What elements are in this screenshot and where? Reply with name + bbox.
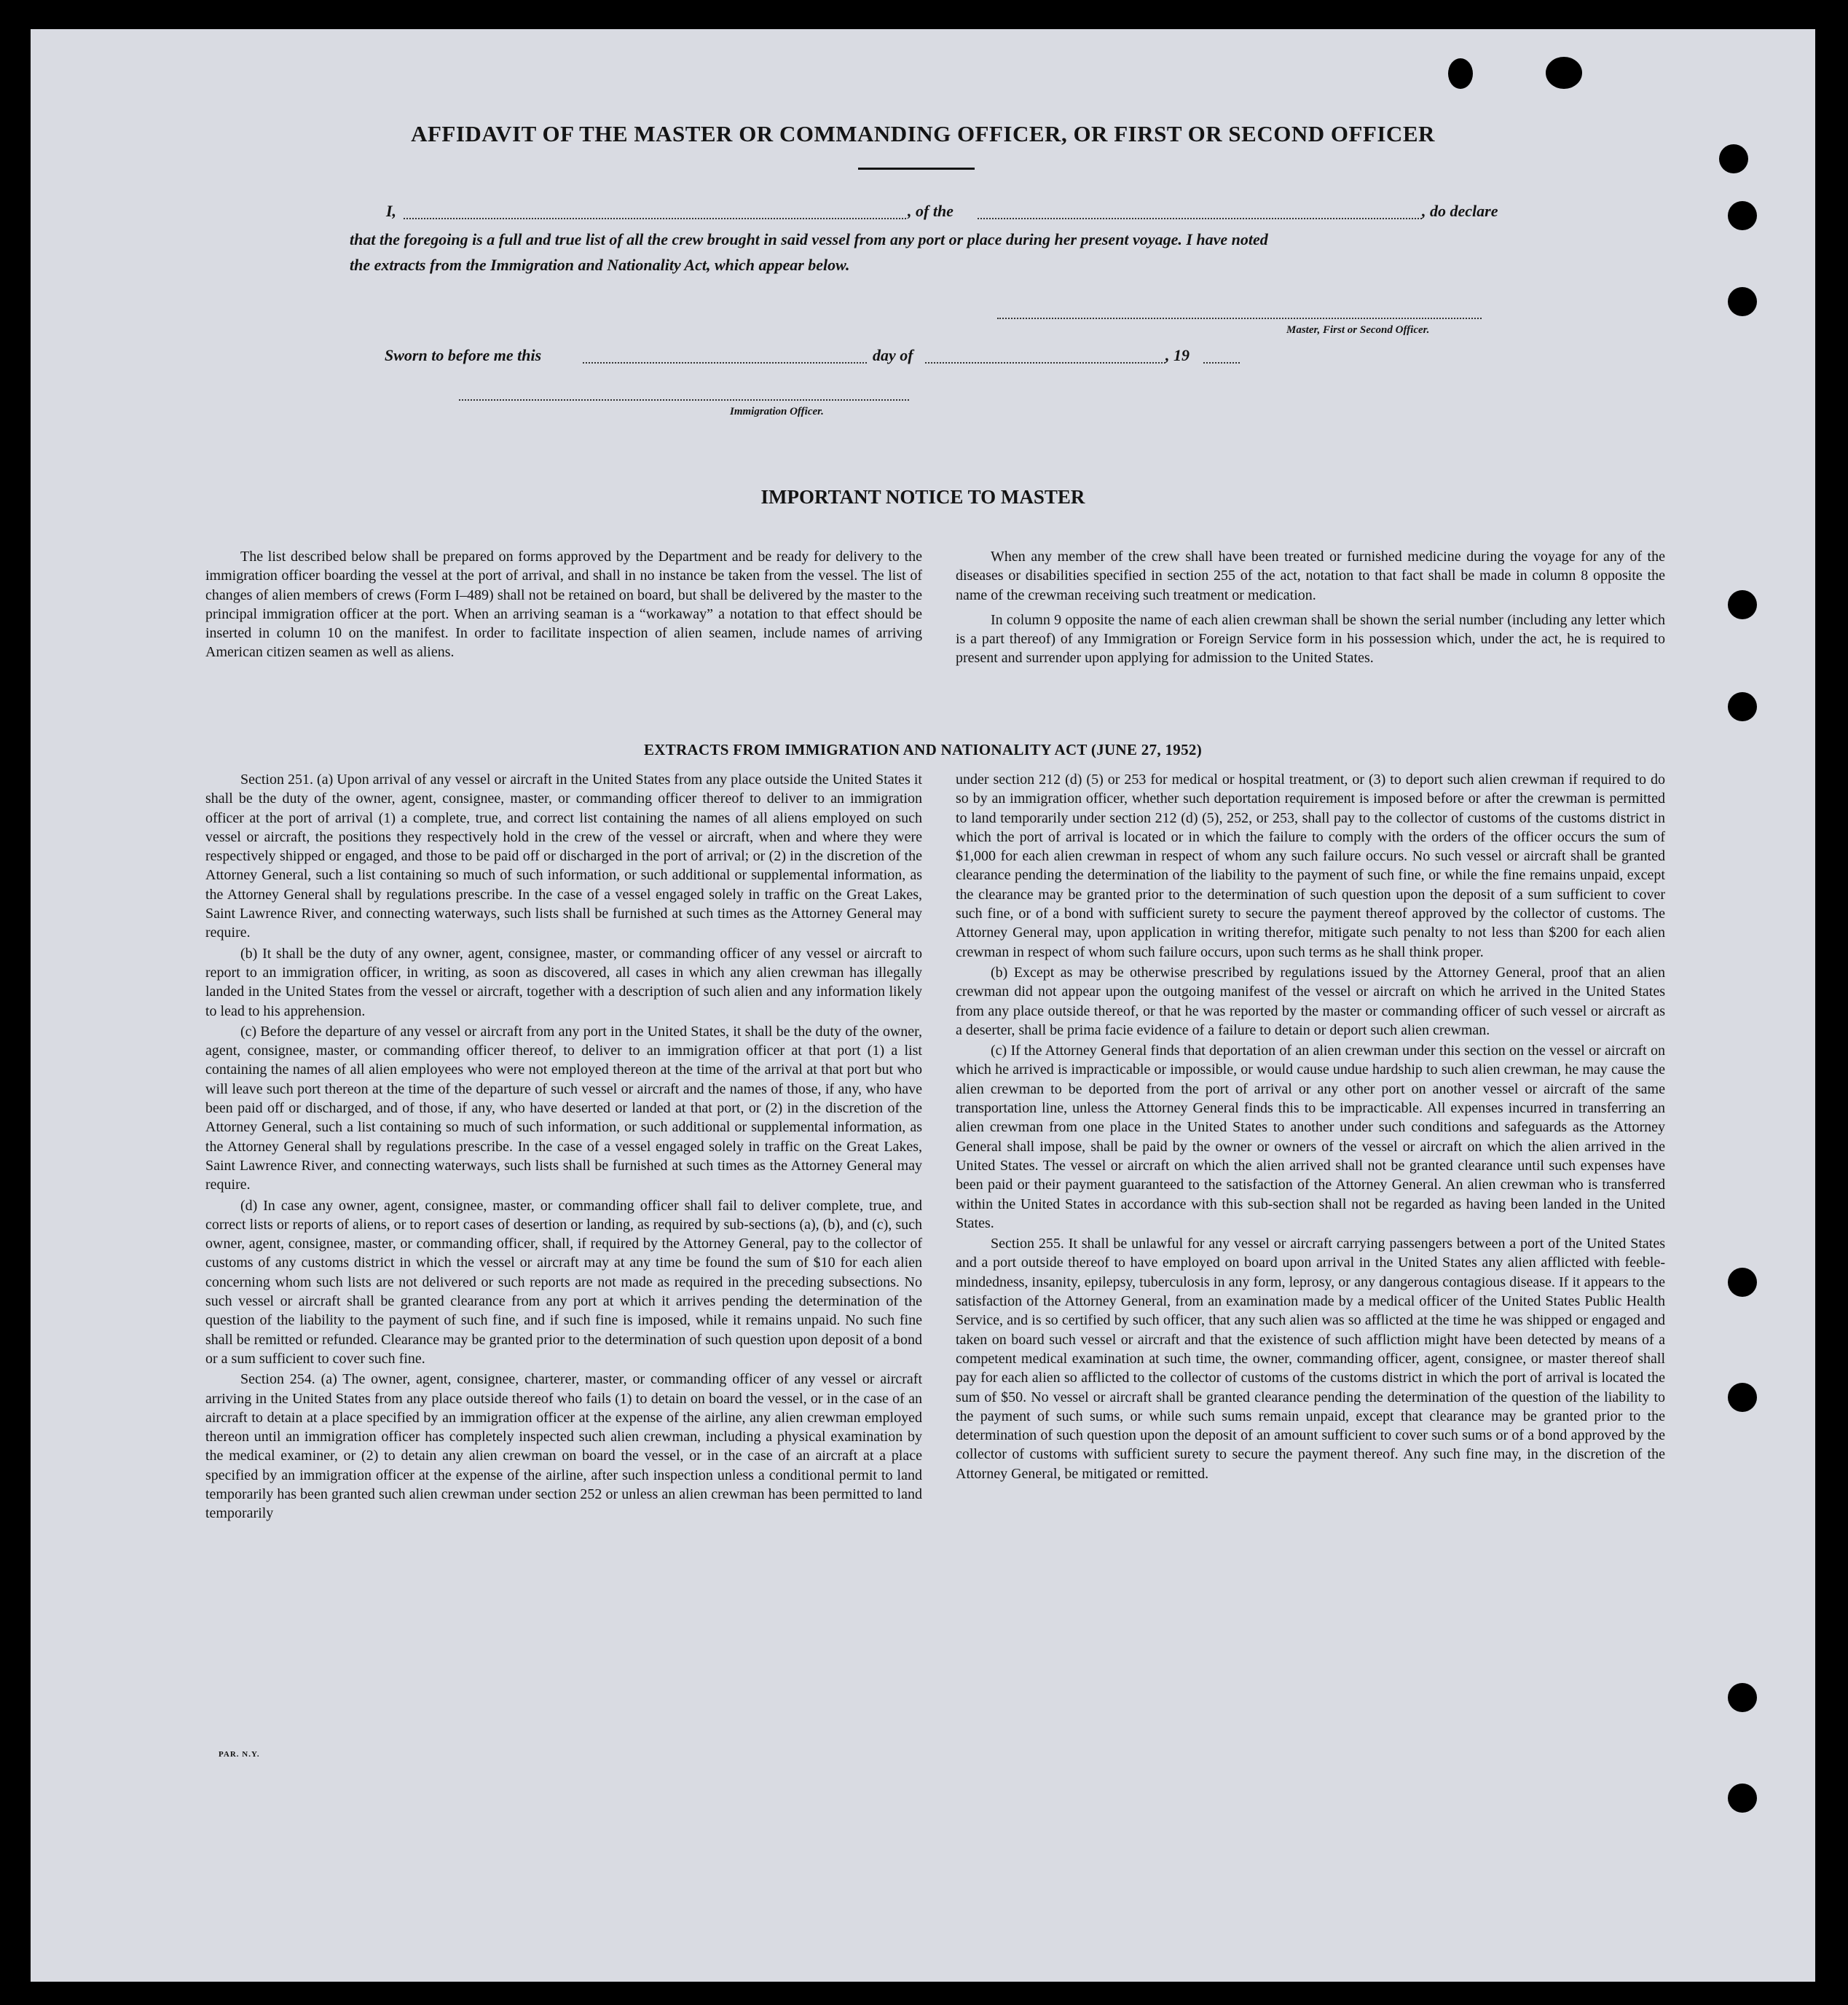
- notice-left-paragraph: The list described below shall be prepared on forms approved by the Department and be ready for delivery to the immigration officer boarding the vessel at the port of arrival, and shall in no instance be taken from the vessel. The list of changes of alien members of crews (Form I–489) shall not be retained on board, but shall be delivered by the master to the principal immigration officer at the port. When an arriving seaman is a “workaway” a notation to that effect should be inserted in column 10 on the manifest. In order to facilitate inspection of alien seamen, include names of arriving American citizen seamen as well as aliens.: [205, 549, 922, 661]
- section-251-b: (b) It shall be the duty of any owner, agent, consignee, master, or commanding officer of any vessel or aircraft to report to an immigration officer, in writing, as soon as discovered, all cases in which any alien crewman has illegally landed in the United States from the vessel or aircraft, together with a description of such alien and any information likely to lead to his apprehension.: [205, 945, 922, 1019]
- affidavit-of-the: , of the: [908, 202, 954, 220]
- name-field-line[interactable]: [404, 218, 906, 219]
- sworn-day-field-line[interactable]: [583, 362, 867, 364]
- notice-right-paragraph-1: When any member of the crew shall have been treated or furnished medicine during the voyage for any of the diseases or disabilities specified in section 255 of the act, notation to that fact shall be made in column 8 opposite the name of the crewman receiving such treatment or medication.: [956, 549, 1665, 603]
- binder-hole: [1728, 1268, 1757, 1297]
- section-254-b: (b) Except as may be otherwise prescribed by regulations issued by the Attorney General, proof that an alien crewman did not appear upon the outgoing manifest of the vessel or aircraft on which he arrived in the United States from any place outside thereof, or that he was reported by the master or commanding officer of such vessel or aircraft as a deserter, shall be prima facie evidence of a failure to detain or deport such alien crewman.: [956, 964, 1665, 1038]
- section-254-a: Section 254. (a) The owner, agent, consignee, charterer, master, or commanding officer of any vessel or aircraft arriving in the United States from any place outside thereof who fails (1) to detain on board the vessel, or in the case of an aircraft to detain at a place specified by an immigration officer at the expense of the airline, any alien crewman employed thereon until an immigration officer has completely inspected such alien crewman, including a physical examination by the medical examiner, or (2) to detain any alien crewman on board the vessel, or in the case of an aircraft at a place specified by an immigration officer at the expense of the airline, after such inspection unless a conditional permit to land temporarily has been granted such alien crewman under section 252 or unless an alien crewman has been permitted to land temporarily: [205, 1371, 922, 1522]
- extracts-title: EXTRACTS FROM IMMIGRATION AND NATIONALITY ACT (JUNE 27, 1952): [644, 741, 1202, 758]
- binder-hole: [1728, 201, 1757, 230]
- affidavit-line-2: that the foregoing is a full and true list of all the crew brought in said vessel from any port or place during her present voyage. I have noted: [350, 230, 1268, 248]
- section-255: Section 255. It shall be unlawful for any vessel or aircraft carrying passengers between a port of the United States and a port outside thereof to have employed on board upon arrival in the United States any alien afflicted with feeble-mindedness, insanity, epilepsy, tuberculosis in any form, leprosy, or any dangerous contagious disease. If it appears to the satisfaction of the Attorney General, from an examination made by a medical officer of the United States Public Health Service, and is so certified by such officer, that any such alien was so afflicted at the time he was shipped or engaged and taken on board such vessel or aircraft and that the existence of such affliction might have been detected by means of a competent medical examination at such time, the owner, commanding officer, agent, consignee, or master thereof shall pay for each alien so afflicted to the collector of customs of the customs district in which the port of arrival is located the sum of $50. No vessel or aircraft shall be granted clearance pending the determination of the question of the liability to the payment of such sums, or while such sums remain unpaid, except that clearance may be granted prior to the determination of such question upon the deposit of an amount sufficient to cover such sums or of a bond approved by the collector of customs with sufficient surety to secure the payment thereof. Any such fine may, in the discretion of the Attorney General, be mitigated or remitted.: [956, 1236, 1665, 1482]
- binder-hole: [1728, 692, 1757, 721]
- title-rule: [858, 168, 975, 170]
- master-signature-line[interactable]: [997, 318, 1482, 319]
- section-251-c: (c) Before the departure of any vessel or aircraft from any port in the United States, it shall be the duty of the owner, agent, consignee, master, or commanding officer thereof, to deliver to an immigration officer at that port (1) a list containing the names of all alien employees who were not employed thereon at the time of the arrival at that port but who will leave such port thereon at the time of the departure of such vessel or aircraft and the names of those, if any, who have been paid off or discharged, and of those, if any, who have deserted or landed at that port, or (2) in the discretion of the Attorney General, such a list containing so much of such information, or such additional or supplemental information, as the Attorney General shall by regulations prescribe. In the case of a vessel engaged solely in traffic on the Great Lakes, Saint Lawrence River, and connecting waterways, such lists shall be furnished at such times as the Attorney General may require.: [205, 1023, 922, 1193]
- binder-hole: [1728, 287, 1757, 316]
- day-of-label: day of: [873, 346, 913, 364]
- notice-right-paragraph-2: In column 9 opposite the name of each alien crewman shall be shown the serial number (including any letter which is a part thereof) of any Immigration or Foreign Service form in his possession which, under the act, he is required to present and surrender upon applying for admission to the United States.: [956, 611, 1665, 667]
- section-251-a: Section 251. (a) Upon arrival of any vessel or aircraft in the United States from any place outside the United States it shall be the duty of the owner, agent, consignee, master, or commanding officer thereof to deliver to an immigration officer at the port of arrival (1) a complete, true, and correct list containing the names of all aliens employed on such vessel or aircraft, the positions they respectively hold in the crew of the vessel or aircraft, when and where they were respectively shipped or engaged, and those to be paid off or discharged in the port of arrival; or (2) in the discretion of the Attorney General, such a list containing so much of such information, or such additional or supplemental information, as the Attorney General shall by regulations prescribe. In the case of a vessel engaged solely in traffic on the Great Lakes, Saint Lawrence River, and connecting waterways, such lists shall be furnished at such times as the Attorney General may require.: [205, 772, 922, 941]
- binder-hole: [1728, 1683, 1757, 1712]
- officer-signature-caption: Immigration Officer.: [730, 406, 824, 417]
- vessel-field-line[interactable]: [978, 218, 1422, 219]
- section-254-c: (c) If the Attorney General finds that deportation of an alien crewman under this section on the vessel or aircraft on which he arrived is impracticable or impossible, or would cause undue hardship to such alien crewman, he may cause the alien crewman to be deported from the port of arrival or any other port on another vessel or aircraft of the same transportation line, unless the Attorney General finds this to be impracticable. All expenses incurred in transferring an alien crewman from one place in the United States to another under such conditions and safeguards as the Attorney General shall impose, shall be paid by the owner or owners of the vessel or aircraft on which the alien arrived in the United States. The vessel or aircraft on which the alien arrived shall not be granted clearance until such expenses have been paid or their payment guaranteed to the satisfaction of the Attorney General. An alien crewman who is transferred within the United States in accordance with this sub-section shall not be regarded as having been landed in the United States.: [956, 1043, 1665, 1231]
- binder-hole: [1719, 144, 1748, 173]
- notice-title: IMPORTANT NOTICE TO MASTER: [760, 486, 1085, 508]
- printer-mark: PAR. N.Y.: [219, 1750, 260, 1759]
- sworn-year-field-line[interactable]: [1203, 362, 1240, 364]
- binder-hole: [1546, 57, 1582, 89]
- officer-signature-line[interactable]: [459, 399, 909, 401]
- section-254-a-continued: under section 212 (d) (5) or 253 for medical or hospital treatment, or (3) to deport such alien crewman if required to do so by an immigration officer, whether such deportation requirement is imposed before or after the crewman is permitted to land temporarily under section 212 (d) (5), 252, or 253, shall pay to the collector of customs of the customs district in which the port of arrival is located or in which the failure to comply with the orders of the officer occurs the sum of $1,000 for each alien crewman in respect of whom any such failure occurs. No such vessel or aircraft shall be granted clearance pending the determination of the liability to the payment of such fine, or while the fine remains unpaid, except the clearance may be granted prior to the determination of such question upon the deposit of a sum sufficient to cover such fine, or of a bond with sufficient surety to secure the payment thereof approved by the collector of customs. The Attorney General may, upon application in writing therefor, mitigate such penalty to not less than $200 for each alien crewman in respect of whom such failure occurs, upon such terms as he shall think proper.: [956, 772, 1665, 960]
- year-label: , 19: [1165, 346, 1190, 364]
- extracts-right-column: [956, 770, 1665, 1485]
- affidavit-i: I,: [386, 202, 397, 220]
- form-page: [31, 29, 1815, 1982]
- notice-right-column: [956, 547, 1665, 674]
- binder-hole: [1728, 590, 1757, 619]
- affidavit-line-3: the extracts from the Immigration and Nationality Act, which appear below.: [350, 256, 850, 274]
- binder-hole: [1728, 1784, 1757, 1813]
- binder-hole: [1448, 58, 1473, 89]
- section-251-d: (d) In case any owner, agent, consignee, master, or commanding officer shall fail to deliver complete, true, and correct lists or reports of aliens, or to report cases of desertion or landing, as required by sub-sections (a), (b), and (c), such owner, agent, consignee, master, or commanding officer, shall, if required by the Attorney General, pay to the collector of customs of any customs district in which the vessel or aircraft may at any time be found the sum of $10 for each alien concerning whom such lists are not delivered or such reports are not made as required in the preceding subsections. No such vessel or aircraft shall be granted clearance from any port at which it arrives pending the determination of the question of the liability to the payment of such fine, and if such fine is imposed, while it remains unpaid. No such fine shall be remitted or refunded. Clearance may be granted prior to the determination of such question upon deposit of a bond or a sum sufficient to cover such fine.: [205, 1197, 922, 1367]
- master-signature-caption: Master, First or Second Officer.: [1286, 324, 1430, 336]
- sworn-month-field-line[interactable]: [925, 362, 1165, 364]
- extracts-left-column: [205, 770, 922, 1525]
- notice-left-column: [205, 547, 922, 668]
- affidavit-do-declare: , do declare: [1422, 202, 1498, 220]
- binder-hole: [1728, 1383, 1757, 1412]
- sworn-label: Sworn to before me this: [385, 346, 542, 364]
- affidavit-title: AFFIDAVIT OF THE MASTER OR COMMANDING OFFICER, OR FIRST OR SECOND OFFICER: [411, 121, 1435, 146]
